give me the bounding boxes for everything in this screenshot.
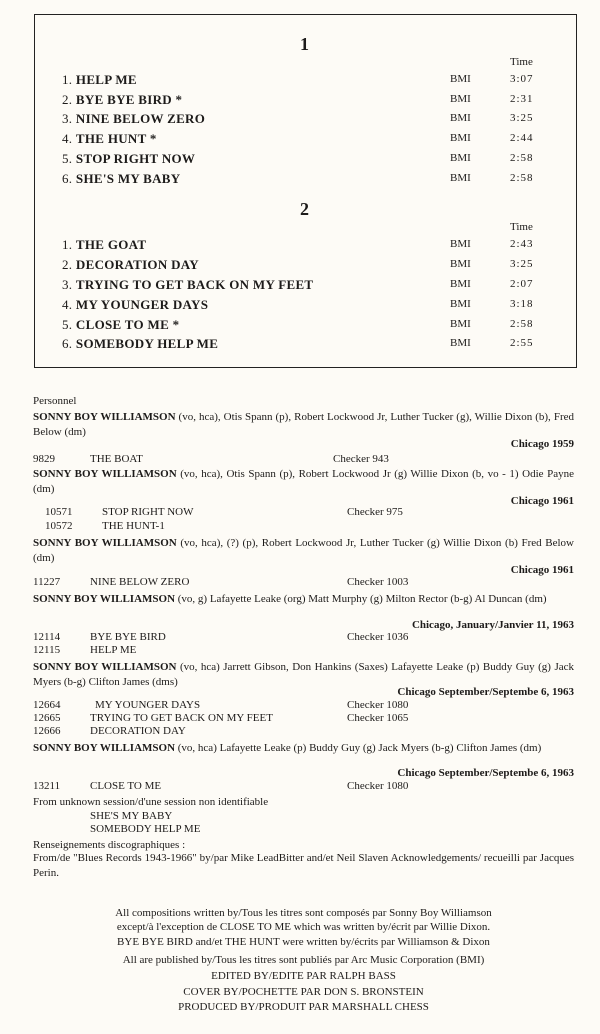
catalog-number: Checker 1080 — [347, 699, 409, 711]
track-row: 2. BYE BYE BIRD * BMI 2:31 — [62, 92, 534, 107]
credits-line: BYE BYE BIRD and/et THE HUNT were written by/écrits par Williamson & Dixon — [117, 936, 490, 948]
credits-line: EDITED BY/EDITE PAR RALPH BASS — [211, 970, 396, 982]
catalog-number: Checker 1065 — [347, 712, 409, 724]
recording-title: CLOSE TO ME — [90, 780, 162, 792]
matrix-number: 10571 — [45, 506, 73, 518]
credits-line: except/à l'exception de CLOSE TO ME which was written by/écrit par Willie Dixon. — [116, 921, 491, 933]
catalog-number: Checker 1003 — [347, 576, 409, 588]
recording-title: HELP ME — [90, 644, 137, 656]
track-row: 6. SHE'S MY BABY BMI 2:58 — [62, 171, 534, 186]
side-2-time-header: Time — [510, 221, 533, 233]
track-row: 1. THE GOAT BMI 2:43 — [62, 237, 534, 252]
session-6-lineup: SONNY BOY WILLIAMSON (vo, hca) Lafayette Leake (p) Buddy Guy (g) Jack Myers (b-g) Clifton James (dm) — [33, 742, 542, 754]
track-row: 2. DECORATION DAY BMI 3:25 — [62, 257, 534, 272]
session-6-place: Chicago September/Septembe 6, 1963 — [397, 767, 574, 779]
session-5-lineup: SONNY BOY WILLIAMSON (vo, hca) Jarrett Gibson, Don Hankins (Saxes) Lafayette Leake (p) Buddy Guy (g) Jack Myers (b-g) Clifton James (dms) — [33, 661, 574, 688]
catalog-number: Checker 975 — [347, 506, 403, 518]
catalog-number: Checker 1080 — [347, 780, 409, 792]
recording-title: DECORATION DAY — [90, 725, 186, 737]
matrix-number: 11227 — [33, 576, 61, 588]
session-3-lineup: SONNY BOY WILLIAMSON (vo, hca), (?) (p), Robert Lockwood Jr, Luther Tucker (g) Willie Dixon (b) Fred Below (dm) — [33, 537, 574, 564]
recording-title: SHE'S MY BABY — [90, 810, 173, 822]
session-3-place: Chicago 1961 — [510, 564, 574, 576]
track-row: 1. HELP ME BMI 3:07 — [62, 72, 534, 87]
recording-title: SOMEBODY HELP ME — [90, 823, 201, 835]
recording-title: MY YOUNGER DAYS — [95, 699, 201, 711]
track-row: 5. STOP RIGHT NOW BMI 2:58 — [62, 151, 534, 166]
matrix-number: 9829 — [33, 453, 55, 465]
matrix-number: 12665 — [33, 712, 61, 724]
unknown-session-note: From unknown session/d'une session non identifiable — [33, 796, 269, 808]
recording-title: THE HUNT-1 — [102, 520, 165, 532]
recording-title: TRYING TO GET BACK ON MY FEET — [90, 712, 273, 724]
matrix-number: 12664 — [33, 699, 61, 711]
matrix-number: 12114 — [33, 631, 61, 643]
session-1-lineup: SONNY BOY WILLIAMSON (vo, hca), Otis Spann (p), Robert Lockwood Jr, Luther Tucker (g), Willie Dixon (b), Fred Below (dm) — [33, 411, 574, 438]
matrix-number: 12115 — [33, 644, 61, 656]
track-row: 6. SOMEBODY HELP ME BMI 2:55 — [62, 336, 534, 351]
matrix-number: 10572 — [45, 520, 73, 532]
matrix-number: 12666 — [33, 725, 61, 737]
session-5-place: Chicago September/Septembe 6, 1963 — [397, 686, 574, 698]
track-row: 4. THE HUNT * BMI 2:44 — [62, 131, 534, 146]
session-4-place: Chicago, January/Janvier 11, 1963 — [411, 619, 574, 631]
session-4-lineup: SONNY BOY WILLIAMSON (vo, g) Lafayette Leake (org) Matt Murphy (g) Milton Rector (b-g) Al Duncan (dm) — [33, 593, 547, 605]
side-1-heading: 1 — [300, 34, 309, 54]
personnel-heading: Personnel — [33, 395, 77, 407]
side-1-time-header: Time — [510, 56, 533, 68]
credits-line: COVER BY/POCHETTE PAR DON S. BRONSTEIN — [183, 986, 424, 998]
credits-line: All are published by/Tous les titres sont publiés par Arc Music Corporation (BMI) — [122, 954, 485, 966]
credits-line: PRODUCED BY/PRODUIT PAR MARSHALL CHESS — [178, 1001, 429, 1013]
recording-title: STOP RIGHT NOW — [102, 506, 194, 518]
session-2-place: Chicago 1961 — [510, 495, 574, 507]
discography-heading: Renseignements discographiques : — [33, 839, 186, 851]
track-row: 3. NINE BELOW ZERO BMI 3:25 — [62, 111, 534, 126]
discography-source: From/de "Blues Records 1943-1966" by/par Mike LeadBitter and/et Neil Slaven Acknowledgements/ recueilli par Jacques Perin. — [33, 852, 574, 879]
catalog-number: Checker 943 — [333, 453, 389, 465]
track-row: 4. MY YOUNGER DAYS BMI 3:18 — [62, 297, 534, 312]
session-2-lineup: SONNY BOY WILLIAMSON (vo, hca), Otis Spann (p), Robert Lockwood Jr (g) Willie Dixon (b, vo - 1) Odie Payne (dm) — [33, 468, 574, 495]
track-row: 3. TRYING TO GET BACK ON MY FEET BMI 2:07 — [62, 277, 534, 292]
recording-title: BYE BYE BIRD — [90, 631, 166, 643]
catalog-number: Checker 1036 — [347, 631, 409, 643]
matrix-number: 13211 — [33, 780, 61, 792]
recording-title: NINE BELOW ZERO — [90, 576, 190, 588]
side-2-heading: 2 — [300, 199, 309, 219]
track-row: 5. CLOSE TO ME * BMI 2:58 — [62, 317, 534, 332]
recording-title: THE BOAT — [90, 453, 143, 465]
session-1-place: Chicago 1959 — [510, 438, 574, 450]
credits-line: All compositions written by/Tous les titres sont composés par Sonny Boy Williamson — [115, 907, 492, 919]
